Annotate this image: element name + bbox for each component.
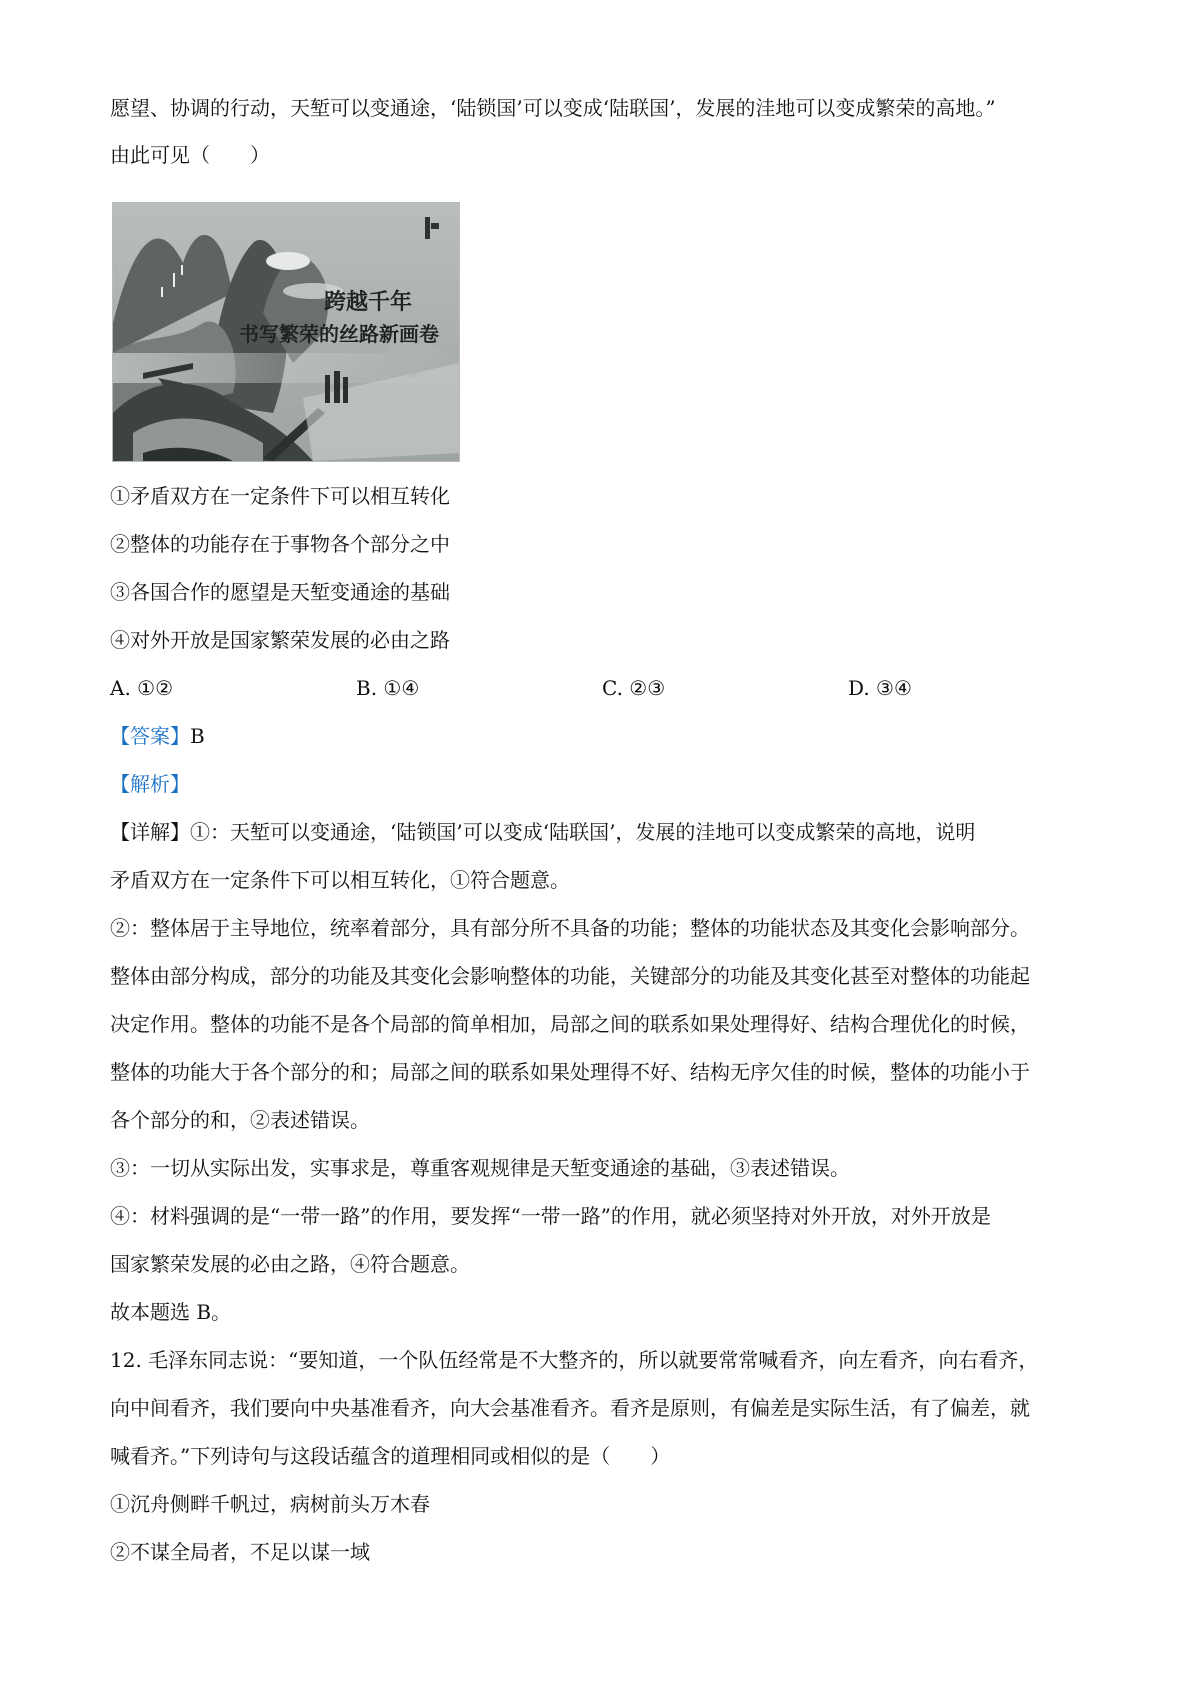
answer-line bbox=[110, 722, 1100, 750]
question-12-statement-2: ②不谋全局者，不足以谋一域 bbox=[110, 1540, 370, 1564]
detail-line-8: ③：一切从实际出发，实事求是，尊重客观规律是天堑变通途的基础，③表述错误。 bbox=[110, 1156, 850, 1180]
question-12-line-1: 12. 毛泽东同志说：“要知道，一个队伍经常是不大整齐的，所以就要常常喊看齐，向左看齐，向右看齐， bbox=[110, 1348, 1039, 1372]
silk-road-illustration bbox=[112, 202, 460, 462]
detail-line-9: ④：材料强调的是“一带一路”的作用，要发挥“一带一路”的作用，就必须坚持对外开放，对外开放是 bbox=[110, 1204, 991, 1228]
statement-1: ①矛盾双方在一定条件下可以相互转化 bbox=[110, 484, 450, 508]
detail-line-11: 故本题选 B。 bbox=[110, 1300, 232, 1324]
landscape-painting-image bbox=[113, 203, 459, 461]
detail-line-4: 整体由部分构成，部分的功能及其变化会影响整体的功能，关键部分的功能及其变化甚至对整体的功能起 bbox=[110, 964, 1030, 988]
intro-line-1: 愿望、协调的行动，天堑可以变通途，‘陆锁国’可以变成‘陆联国’，发展的洼地可以变成繁荣的高地。” bbox=[110, 96, 996, 120]
detail-line-3: ②：整体居于主导地位，统率着部分，具有部分所不具备的功能；整体的功能状态及其变化会影响部分。 bbox=[110, 916, 1030, 940]
analysis-heading bbox=[110, 770, 1100, 798]
statement-3: ③各国合作的愿望是天堑变通途的基础 bbox=[110, 580, 450, 604]
analysis-label: 【解析】 bbox=[110, 772, 190, 796]
detail-line-7: 各个部分的和，②表述错误。 bbox=[110, 1108, 370, 1132]
detail-line-10: 国家繁荣发展的必由之路，④符合题意。 bbox=[110, 1252, 470, 1276]
detail-line-5: 决定作用。整体的功能不是各个局部的简单相加，局部之间的联系如果处理得好、结构合理优化的时候， bbox=[110, 1012, 1030, 1036]
option-b: B. ①④ bbox=[356, 676, 420, 700]
question-12-line-2: 向中间看齐，我们要向中央基准看齐，向大会基准看齐。看齐是原则，有偏差是实际生活，有了偏差，就 bbox=[110, 1396, 1030, 1420]
option-c: C. ②③ bbox=[602, 676, 666, 700]
option-d: D. ③④ bbox=[848, 676, 912, 700]
intro-line-2: 由此可见（ ） bbox=[110, 143, 270, 167]
illustration-title: 跨越千年 bbox=[323, 290, 413, 315]
question-12-statement-1: ①沉舟侧畔千帆过，病树前头万木春 bbox=[110, 1492, 430, 1516]
illustration-subtitle: 书写繁荣的丝路新画卷 bbox=[239, 322, 439, 346]
detail-line-2: 矛盾双方在一定条件下可以相互转化，①符合题意。 bbox=[110, 868, 570, 892]
option-a: A. ①② bbox=[110, 676, 174, 700]
detail-line-1 bbox=[110, 818, 1100, 846]
question-12-line-3: 喊看齐。”下列诗句与这段话蕴含的道理相同或相似的是（ ） bbox=[110, 1444, 671, 1468]
detail-line-6: 整体的功能大于各个部分的和；局部之间的联系如果处理得不好、结构无序欠佳的时候，整体的功能小于 bbox=[110, 1060, 1030, 1084]
detail-text: ①：天堑可以变通途，‘陆锁国’可以变成‘陆联国’，发展的洼地可以变成繁荣的高地，说明 bbox=[190, 820, 976, 844]
answer-value: B bbox=[190, 724, 205, 748]
statement-2: ②整体的功能存在于事物各个部分之中 bbox=[110, 532, 450, 556]
statement-4: ④对外开放是国家繁荣发展的必由之路 bbox=[110, 628, 450, 652]
detail-label: 【详解】 bbox=[110, 820, 190, 844]
answer-label: 【答案】 bbox=[110, 724, 190, 748]
